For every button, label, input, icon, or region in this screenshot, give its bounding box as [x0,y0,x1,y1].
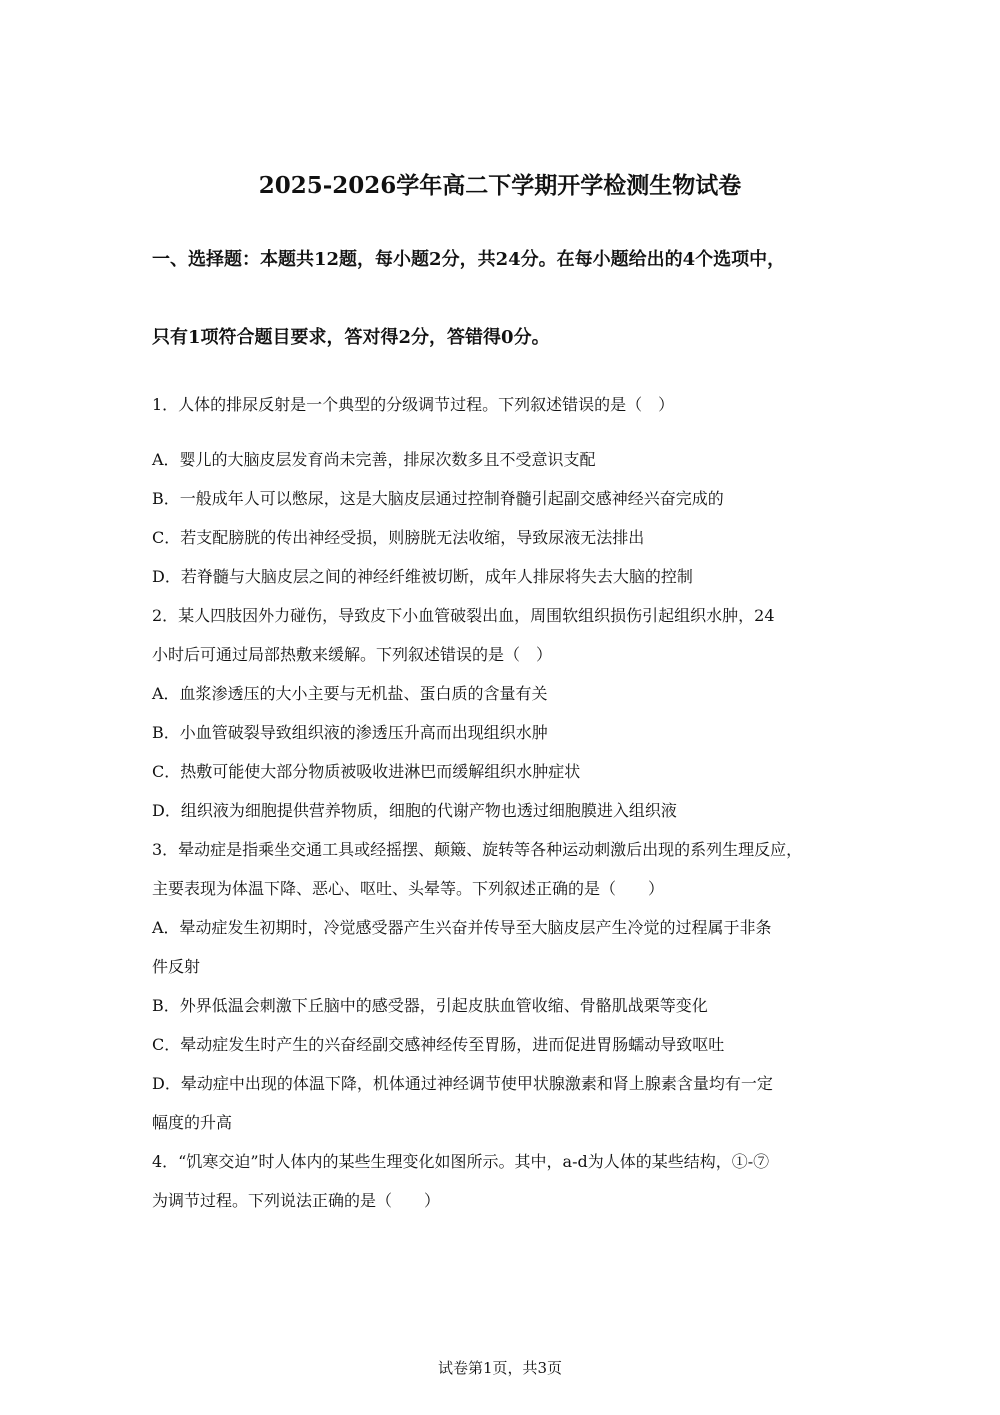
question-1-option-d: D．若脊髓与大脑皮层之间的神经纤维被切断，成年人排尿将失去大脑的控制 [152,567,693,586]
question-3-option-d-line-2: 幅度的升高 [152,1113,233,1132]
question-1-option-c: C．若支配膀胱的传出神经受损，则膀胱无法收缩，导致尿液无法排出 [152,528,645,547]
question-1-stem: 1．人体的排尿反射是一个典型的分级调节过程。下列叙述错误的是（ ） [152,395,675,414]
question-2-stem-line-2: 小时后可通过局部热敷来缓解。下列叙述错误的是（ ） [152,645,553,664]
question-3-stem-line-1: 3．晕动症是指乘坐交通工具或经摇摆、颠簸、旋转等各种运动刺激后出现的系列生理反应， [152,840,803,859]
question-2-option-b: B．小血管破裂导致组织液的渗透压升高而出现组织水肿 [152,723,548,742]
question-1-option-b: B．一般成年人可以憋尿，这是大脑皮层通过控制脊髓引起副交感神经兴奋完成的 [152,489,724,508]
question-4-stem-line-1: 4．“饥寒交迫”时人体内的某些生理变化如图所示。其中，a-d为人体的某些结构，①-⑦ [152,1152,770,1171]
question-3-option-b: B．外界低温会刺激下丘脑中的感受器，引起皮肤血管收缩、骨骼肌战栗等变化 [152,996,708,1015]
question-2-stem-line-1: 2．某人四肢因外力碰伤，导致皮下小血管破裂出血，周围软组织损伤引起组织水肿，24 [152,606,775,625]
question-3-option-a-line-2: 件反射 [152,957,201,976]
question-3-option-c: C．晕动症发生时产生的兴奋经副交感神经传至胃肠，进而促进胃肠蠕动导致呕吐 [152,1035,725,1054]
question-1-option-a: A．婴儿的大脑皮层发育尚未完善，排尿次数多且不受意识支配 [152,450,596,469]
section-heading-line-1: 一、选择题：本题共12题，每小题2分，共24分。在每小题给出的4个选项中， [152,249,786,270]
question-3-option-d-line-1: D．晕动症中出现的体温下降，机体通过神经调节使甲状腺激素和肾上腺素含量均有一定 [152,1074,773,1093]
section-heading-line-2: 只有1项符合题目要求，答对得2分，答错得0分。 [152,327,550,348]
question-2-option-d: D．组织液为细胞提供营养物质，细胞的代谢产物也透过细胞膜进入组织液 [152,801,677,820]
question-3-stem-line-2: 主要表现为体温下降、恶心、呕吐、头晕等。下列叙述正确的是（ ） [152,879,665,898]
page-title: 2025-2026学年高二下学期开学检测生物试卷 [258,172,742,199]
question-2-option-a: A．血浆渗透压的大小主要与无机盐、蛋白质的含量有关 [152,684,548,703]
page-footer: 试卷第1页，共3页 [437,1359,563,1377]
question-2-option-c: C．热敷可能使大部分物质被吸收进淋巴而缓解组织水肿症状 [152,762,581,781]
question-4-stem-line-2: 为调节过程。下列说法正确的是（ ） [152,1191,441,1210]
question-3-option-a-line-1: A．晕动症发生初期时，冷觉感受器产生兴奋并传导至大脑皮层产生冷觉的过程属于非条 [152,918,772,937]
